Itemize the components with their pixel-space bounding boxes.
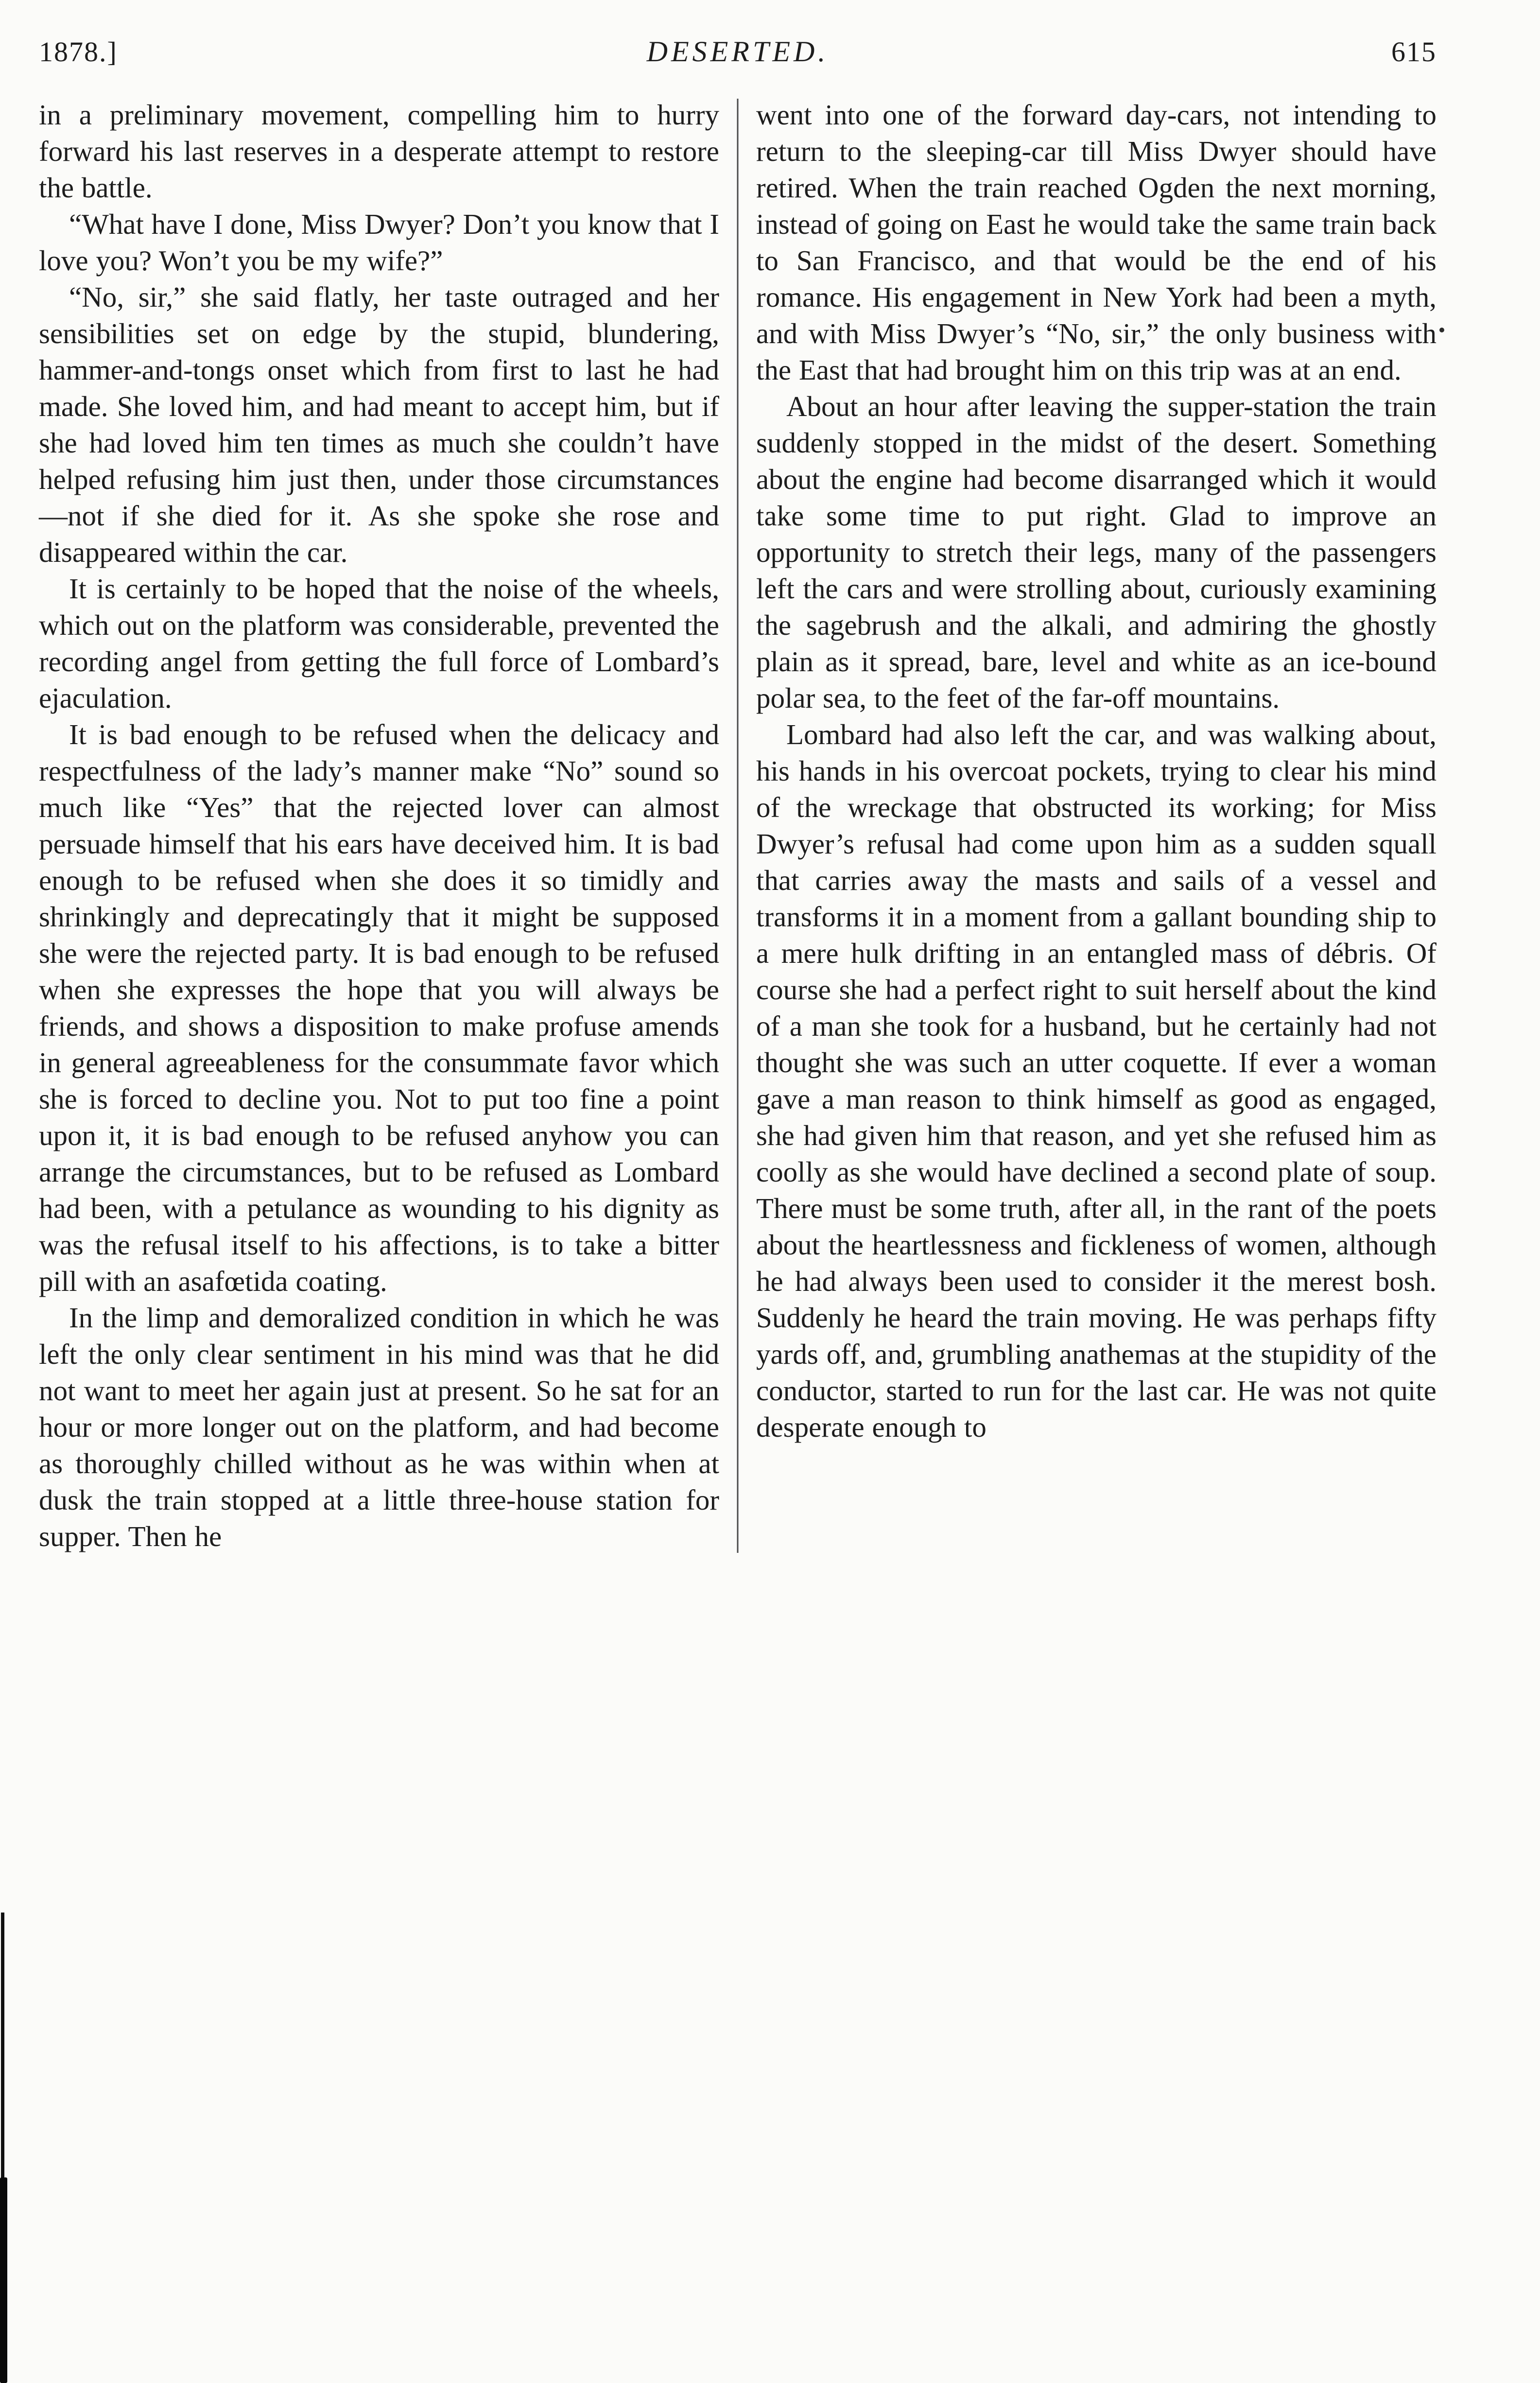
page-header [39,35,1436,69]
paragraph: “No, sir,” she said flatly, her taste outraged and her sensibilities set on edge by the stupid, blundering, hammer-and-tongs onset which from first to last he had made. She loved him, and had meant to accept him, but if she had loved him ten times as much she couldn’t have helped refusing him just then, under those circumstances—not if she died for it. As she spoke she rose and disappeared within the car. [39,281,719,568]
scan-artifact-left-edge-bar [0,2177,7,2383]
page-number: 615 [1391,36,1436,68]
paragraph: “What have I done, Miss Dwyer? Don’t you know that I love you? Won’t you be my wife?” [39,208,719,277]
right-column [756,97,1436,1555]
article-title: DESERTED. [646,35,829,68]
paragraph: went into one of the forward day-cars, not intending to return to the sleeping-car till Miss Dwyer should have retired. When the train reached Ogden the next morning, instead of going on East he would take the same train back to San Francisco, and that would be the end of his romance. His engagement in New York had been a myth, and with Miss Dwyer’s “No, sir,” the only business with the East that had brought him on this trip was at an end. [756,99,1436,386]
book-page [39,35,1436,1555]
paragraph: It is bad enough to be refused when the delicacy and respectfulness of the lady’s manner make “No” sound so much like “Yes” that the rejected lover can almost persuade himself that his ears have deceived him. It is bad enough to be refused when she does it so timidly and shrinkingly and deprecatingly that it might be supposed she were the rejected party. It is bad enough to be refused when she expresses the hope that you will always be friends, and shows a disposition to make profuse amends in general agreeableness for the consummate favor which she is forced to decline you. Not to put too fine a point upon it, it is bad enough to be refused anyhow you can arrange the circumstances, but to be refused as Lombard had been, with a petulance as wounding to his dignity as was the refusal itself to his affections, is to take a bitter pill with an asafœtida coating. [39,718,719,1297]
publication-year: 1878.] [39,36,118,68]
text-columns [39,97,1436,1555]
paragraph: In the limp and demoralized condition in which he was left the only clear sentiment in his mind was that he did not want to meet her again just at present. So he sat for an hour or more longer out on the platform, and had become as thoroughly chilled without as he was within when at dusk the train stopped at a little three-house station for supper. Then he [39,1302,719,1552]
paragraph: Lombard had also left the car, and was walking about, his hands in his overcoat pockets, trying to clear his mind of the wreckage that obstructed its working; for Miss Dwyer’s refusal had come upon him as a sudden squall that carries away the masts and sails of a vessel and transforms it in a moment from a gallant bounding ship to a mere hulk drifting in an entangled mass of débris. Of course she had a perfect right to suit herself about the kind of a man she took for a husband, but he certainly had not thought she was such an utter coquette. If ever a woman gave a man reason to think himself as good as engaged, she had given him that reason, and yet she refused him as coolly as she would have declined a second plate of soup. There must be some truth, after all, in the rant of the poets about the heartlessness and fickleness of women, although he had always been used to consider it the merest bosh. Suddenly he heard the train moving. He was perhaps fifty yards off, and, grumbling anathemas at the stupidity of the conductor, started to run for the last car. He was not quite desperate enough to [756,718,1436,1443]
column-divider-rule [737,99,739,1553]
left-column [39,97,719,1555]
paragraph: in a preliminary movement, compelling him to hurry forward his last reserves in a desperate attempt to restore the battle. [39,99,719,204]
scan-artifact-ink-dot [1439,328,1444,332]
paragraph: About an hour after leaving the supper-station the train suddenly stopped in the midst of the desert. Something about the engine had become disarranged which it would take some time to put right. Glad to improve an opportunity to stretch their legs, many of the passengers left the cars and were strolling about, curiously examining the sagebrush and the alkali, and admiring the ghostly plain as it spread, bare, level and white as an ice-bound polar sea, to the feet of the far-off mountains. [756,390,1436,714]
paragraph: It is certainly to be hoped that the noise of the wheels, which out on the platform was considerable, prevented the recording angel from getting the full force of Lombard’s ejaculation. [39,573,719,714]
